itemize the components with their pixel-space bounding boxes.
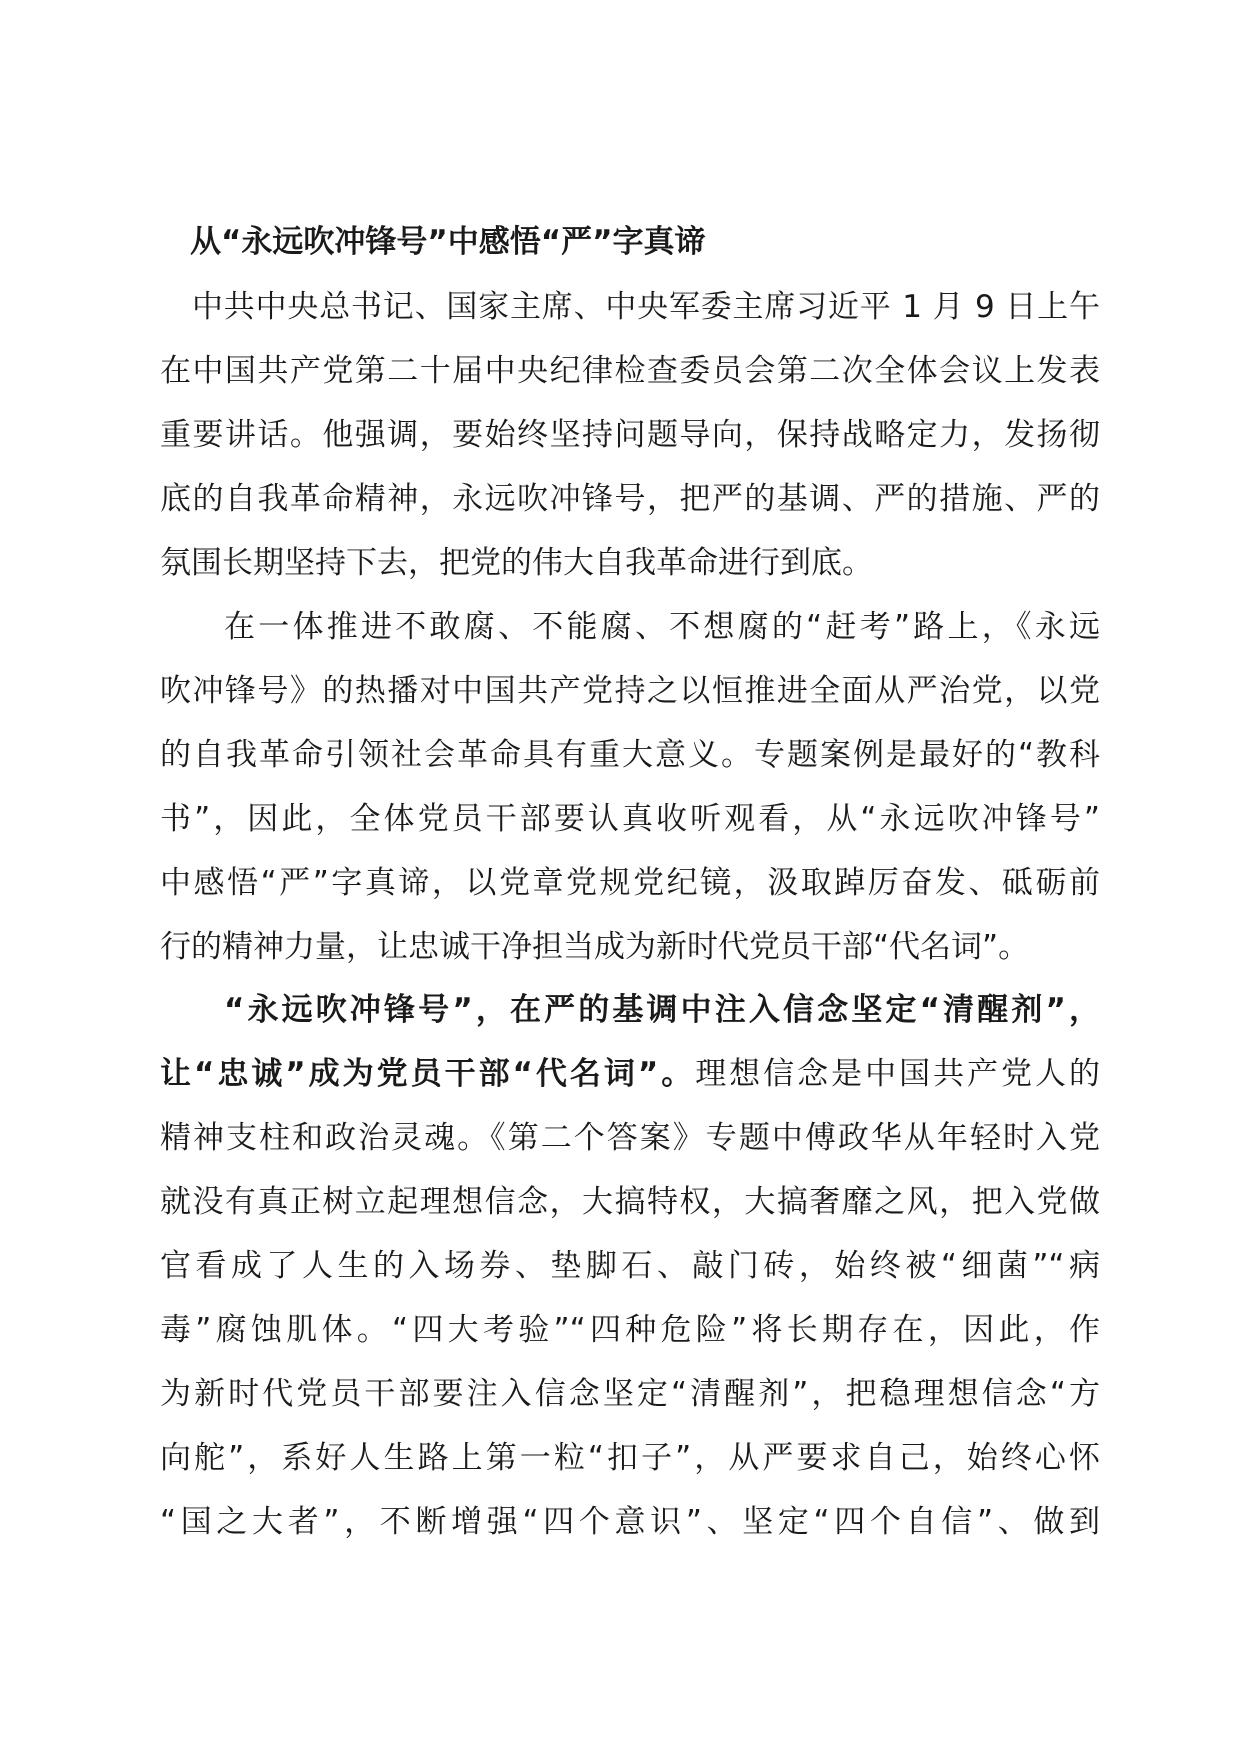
paragraph-line: 毒”腐蚀肌体。“四大考验”“四种危险”将长期存在，因此，作 [160, 1312, 1100, 1348]
paragraph-line: 在一体推进不敢腐、不能腐、不想腐的“赶考”路上，《永远 [224, 609, 1100, 645]
paragraph-line: 中共中央总书记、国家主席、中央军委主席习近平 1 月 9 日上午 [192, 289, 1100, 325]
paragraph-line: 在中国共产党第二十届中央纪律检查委员会第二次全体会议上发表 [160, 353, 1100, 389]
paragraph-line: “国之大者”，不断增强“四个意识”、坚定“四个自信”、做到 [160, 1504, 1100, 1540]
bold-heading-line: “永远吹冲锋号”，在严的基调中注入信念坚定“清醒剂”， [224, 992, 1100, 1028]
paragraph-line: 重要讲话。他强调，要始终坚持问题导向，保持战略定力，发扬彻 [160, 417, 1100, 453]
paragraph-1 [160, 275, 1100, 595]
paragraph-text: 理想信念是中国共产党人的 [695, 1056, 1101, 1092]
paragraph-line: 书”，因此，全体党员干部要认真收听观看，从“永远吹冲锋号” [160, 801, 1100, 837]
paragraph-line: 就没有真正树立起理想信念，大搞特权，大搞奢靡之风，把入党做 [160, 1184, 1100, 1220]
paragraph-line: 向舵”，系好人生路上第一粒“扣子”，从严要求自己，始终心怀 [160, 1440, 1100, 1476]
paragraph-2 [160, 595, 1100, 979]
paragraph-line: 为新时代党员干部要注入信念坚定“清醒剂”，把稳理想信念“方 [160, 1376, 1100, 1412]
paragraph-line: 行的精神力量，让忠诚干净担当成为新时代党员干部“代名词”。 [160, 929, 1030, 965]
paragraph-line: 底的自我革命精神，永远吹冲锋号，把严的基调、严的措施、严的 [160, 481, 1100, 517]
paragraph-line [160, 1042, 1100, 1106]
paragraph-line: 的自我革命引领社会革命具有重大意义。专题案例是最好的“教科 [160, 737, 1100, 773]
bold-heading-text: 让“忠诚”成为党员干部“代名词”。 [160, 1056, 696, 1092]
paragraph-3 [160, 978, 1100, 1554]
paragraph-line: 官看成了人生的入场券、垫脚石、敲门砖，始终被“细菌”“病 [160, 1248, 1100, 1284]
document-title: 从“永远吹冲锋号”中感悟“严”字真谛 [190, 224, 706, 260]
paragraph-line: 吹冲锋号》的热播对中国共产党持之以恒推进全面从严治党，以党 [160, 673, 1100, 709]
paragraph-line: 精神支柱和政治灵魂。《第二个答案》专题中傅政华从年轻时入党 [160, 1120, 1100, 1156]
paragraph-line: 氛围长期坚持下去，把党的伟大自我革命进行到底。 [160, 545, 873, 581]
paragraph-line: 中感悟“严”字真谛，以党章党规党纪镜，汲取踔厉奋发、砥砺前 [160, 865, 1100, 901]
